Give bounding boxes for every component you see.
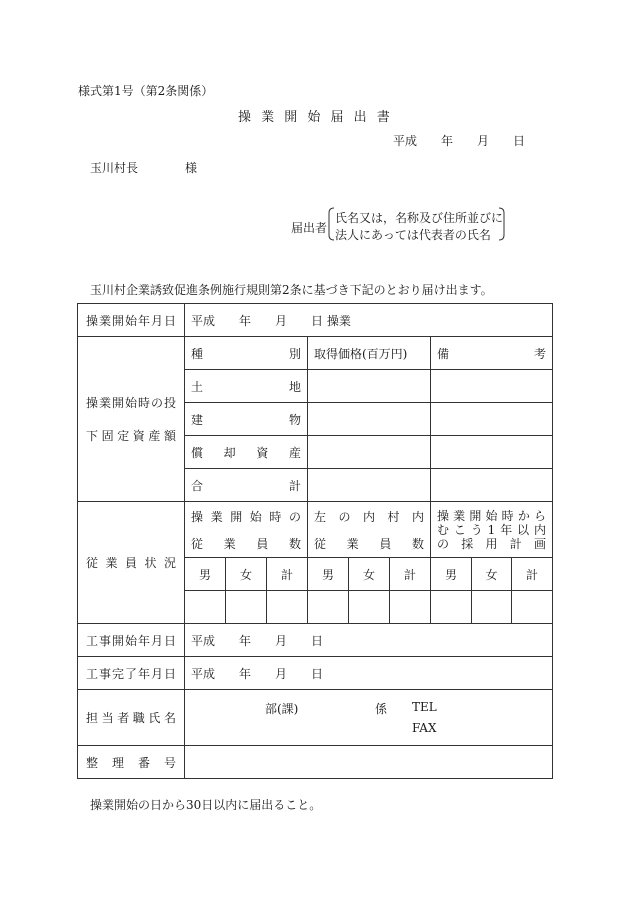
start-date-label: 操業開始年月日 xyxy=(78,304,185,337)
asset-remarks-cell[interactable] xyxy=(431,403,553,436)
asset-row: 建物 xyxy=(78,403,553,436)
asset-price-cell[interactable] xyxy=(308,436,431,469)
start-date-row xyxy=(78,304,553,337)
contact-fax: FAX xyxy=(412,721,437,735)
assets-label: 操業開始時の投 下固定資産額 xyxy=(78,337,185,502)
count-cell[interactable] xyxy=(226,591,267,624)
count-cell[interactable] xyxy=(308,591,349,624)
reference-value[interactable] xyxy=(185,746,553,779)
count-cell[interactable] xyxy=(185,591,226,624)
addressee-honorific: 様 xyxy=(185,161,198,175)
count-cell[interactable] xyxy=(512,591,553,624)
asset-price-cell[interactable] xyxy=(308,469,431,502)
assets-header-row xyxy=(78,337,553,370)
construction-start-value[interactable]: 平成 年 月 日 xyxy=(185,624,553,657)
employee-group-row xyxy=(78,502,553,558)
intro-text: 玉川村企業誘致促進条例施行規則第2条に基づき下記のとおり届け出ます。 xyxy=(90,283,493,297)
applicant-label: 届出者 xyxy=(291,221,328,235)
asset-remarks-cell[interactable] xyxy=(431,469,553,502)
emp-group-1: 操業開始時の 従業員数 xyxy=(185,502,308,558)
contact-value[interactable] xyxy=(185,690,553,746)
applicant-line1: 氏名又は，名称及び住所並びに xyxy=(335,211,504,225)
construction-end-value[interactable]: 平成 年 月 日 xyxy=(185,657,553,690)
contact-tel: TEL xyxy=(412,700,437,714)
construction-end-row xyxy=(78,657,553,690)
asset-remarks-header: 備考 xyxy=(431,337,553,370)
date-line: 平成 年 月 日 xyxy=(393,134,526,148)
count-cell[interactable] xyxy=(431,591,472,624)
construction-end-label: 工事完了年月日 xyxy=(78,657,185,690)
count-cell[interactable] xyxy=(267,591,308,624)
reference-label: 整理番号 xyxy=(78,746,185,779)
contact-section: 係 xyxy=(375,702,388,716)
construction-start-label: 工事開始年月日 xyxy=(78,624,185,657)
asset-row: 償却資産 xyxy=(78,436,553,469)
asset-price-header: 取得価格(百万円) xyxy=(308,337,431,370)
asset-row: 土地 xyxy=(78,370,553,403)
right-bracket xyxy=(498,207,506,241)
asset-price-cell[interactable] xyxy=(308,370,431,403)
gender-header-row: 男 女 計 男 女 計 男 女 計 xyxy=(78,558,553,591)
form-number: 様式第1号（第2条関係） xyxy=(78,84,214,98)
asset-type-header: 種別 xyxy=(185,337,308,370)
asset-remarks-cell[interactable] xyxy=(431,436,553,469)
document-title: 操 業 開 始 届 出 書 xyxy=(238,110,393,125)
applicant-line2: 法人にあっては代表者の氏名 xyxy=(335,228,491,242)
addressee-name: 玉川村長 xyxy=(90,161,139,175)
start-date-value[interactable]: 平成 年 月 日 操業 xyxy=(185,304,553,337)
footer-note: 操業開始の日から30日以内に届出ること。 xyxy=(90,798,322,812)
asset-remarks-cell[interactable] xyxy=(431,370,553,403)
employee-label: 従業員状況 xyxy=(78,502,185,624)
contact-row xyxy=(78,690,553,746)
contact-label: 担当者職氏名 xyxy=(78,690,185,746)
emp-group-3: 操業開始時から むこう1年以内 の採用計画 xyxy=(431,502,553,558)
left-bracket xyxy=(327,207,335,241)
asset-row: 合計 xyxy=(78,469,553,502)
count-cell[interactable] xyxy=(472,591,512,624)
contact-dept: 部(課) xyxy=(265,702,299,716)
report-table xyxy=(77,303,553,779)
reference-row xyxy=(78,746,553,779)
count-cell[interactable] xyxy=(390,591,431,624)
emp-group-2: 左の内村内 従業員数 xyxy=(308,502,431,558)
asset-price-cell[interactable] xyxy=(308,403,431,436)
count-cell[interactable] xyxy=(349,591,390,624)
construction-start-row xyxy=(78,624,553,657)
